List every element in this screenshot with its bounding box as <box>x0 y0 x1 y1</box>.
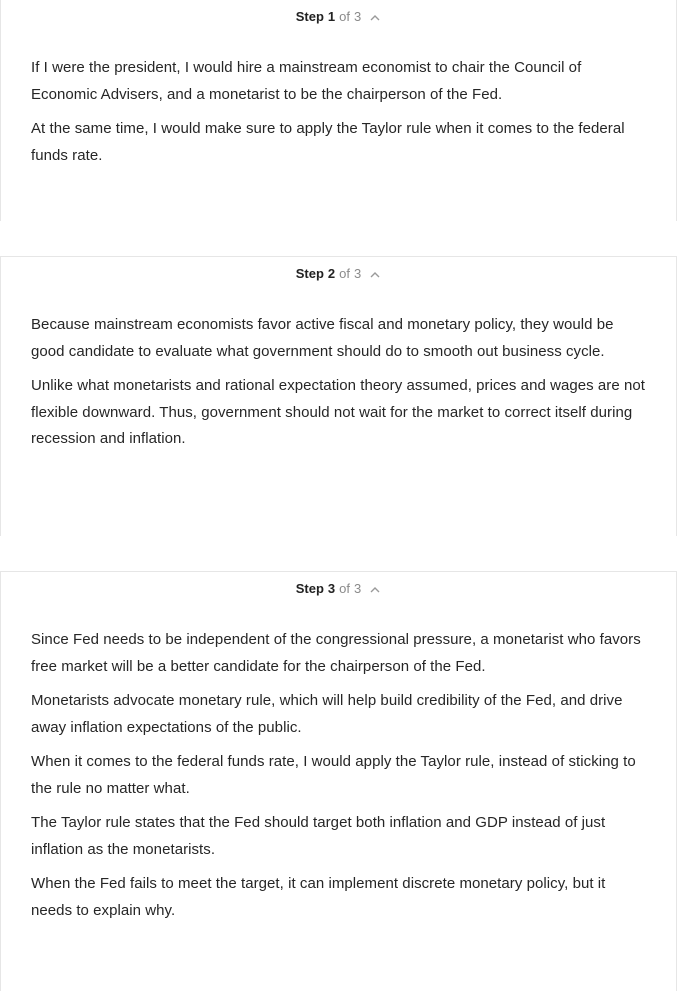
step-of-text: of <box>339 9 350 24</box>
step-header-1[interactable] <box>1 0 676 33</box>
step-card-2 <box>0 256 677 536</box>
step-number: 3 <box>327 581 336 596</box>
step-of-text: of <box>339 581 350 596</box>
step-paragraph: Because mainstream economists favor active fiscal and monetary policy, they would be good candidate to evaluate what government should do to smooth out business cycle. <box>31 316 614 360</box>
step-header-3[interactable] <box>1 572 676 605</box>
step-paragraph: If I were the president, I would hire a mainstream economist to chair the Council of Economic Advisers, and a monetarist to be the chairperson of the Fed. <box>31 59 582 103</box>
step-paragraph: At the same time, I would make sure to apply the Taylor rule when it comes to the federal funds rate. <box>31 120 625 164</box>
chevron-up-icon[interactable] <box>369 12 381 24</box>
step-paragraph: Since Fed needs to be independent of the congressional pressure, a monetarist who favors free market will be a better candidate for the chairperson of the Fed. <box>31 631 641 675</box>
step-label: Step <box>295 581 324 596</box>
step-total: 3 <box>354 581 362 596</box>
chevron-up-icon[interactable] <box>369 269 381 281</box>
step-label: Step <box>295 266 324 281</box>
step-paragraph: Monetarists advocate monetary rule, which will help build credibility of the Fed, and drive away inflation expectations of the public. <box>31 692 623 736</box>
step-paragraph: Unlike what monetarists and rational expectation theory assumed, prices and wages are not flexible downward. Thus, government should not wait for the market to correct itself during recession and inflation. <box>31 377 645 447</box>
step-of-text: of <box>339 266 350 281</box>
step-card-1 <box>0 0 677 221</box>
step-label: Step <box>295 9 324 24</box>
step-header-2[interactable] <box>1 257 676 290</box>
step-body-1 <box>1 33 676 169</box>
step-paragraph: When it comes to the federal funds rate, I would apply the Taylor rule, instead of sticking to the rule no matter what. <box>31 753 636 797</box>
step-total: 3 <box>354 9 362 24</box>
step-body-3 <box>1 605 676 924</box>
chevron-up-icon[interactable] <box>369 584 381 596</box>
step-paragraph: When the Fed fails to meet the target, it can implement discrete monetary policy, but it needs to explain why. <box>31 875 606 919</box>
step-total: 3 <box>354 266 362 281</box>
step-number: 1 <box>327 9 336 24</box>
step-paragraph: The Taylor rule states that the Fed should target both inflation and GDP instead of just inflation as the monetarists. <box>31 814 606 858</box>
step-number: 2 <box>327 266 336 281</box>
step-card-3 <box>0 571 677 991</box>
step-body-2 <box>1 290 676 453</box>
